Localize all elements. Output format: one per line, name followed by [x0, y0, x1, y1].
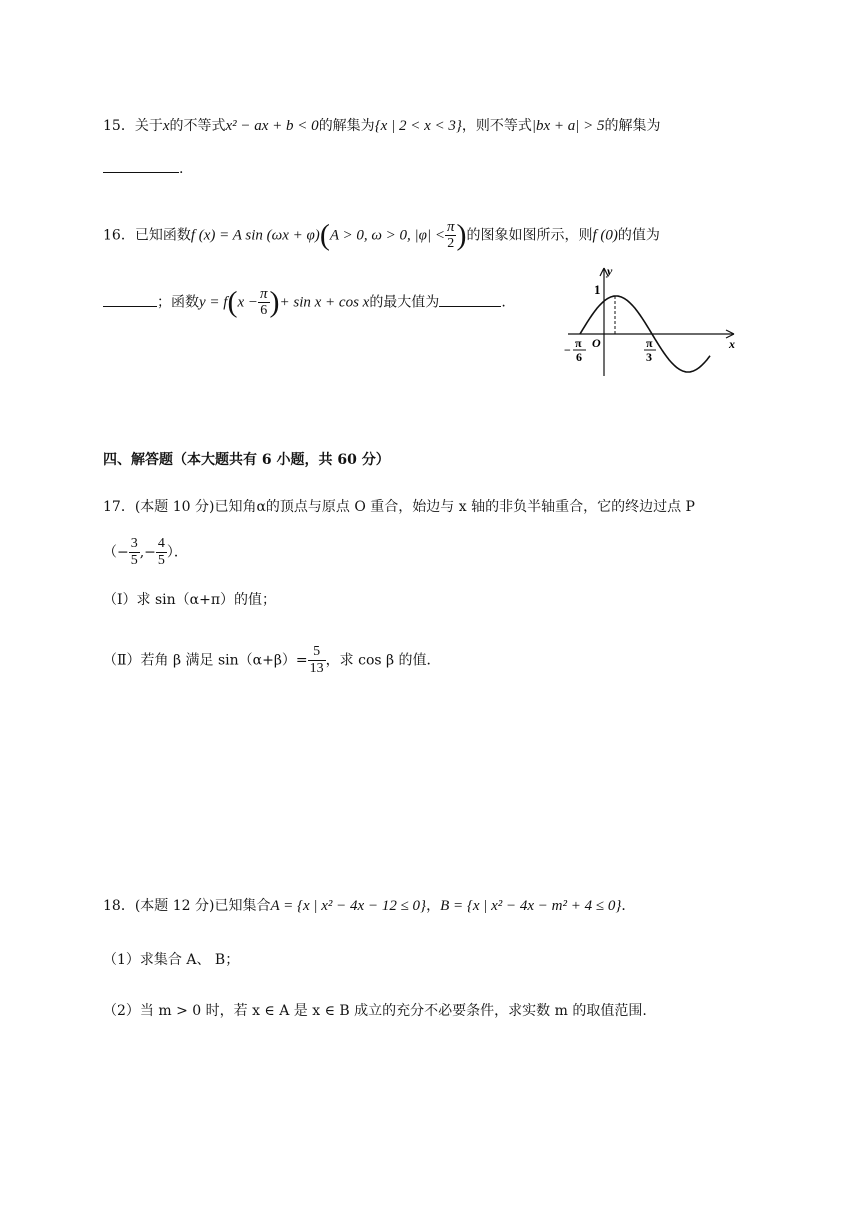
- q16-answer-blank-1[interactable]: [103, 292, 157, 307]
- neg-sign: −: [564, 343, 571, 357]
- y-axis-label: y: [607, 264, 613, 278]
- q15-answer-blank[interactable]: [103, 158, 179, 173]
- x-axis-label: x: [729, 337, 735, 351]
- sine-graph-figure: [560, 262, 750, 380]
- q17-part2: （Ⅱ）若角 β 满足 sin（α+β）= $\frac{5}{13}$ ，求 cos β 的值．: [103, 644, 441, 676]
- q18-part1: （1）求集合 A、 B；: [103, 952, 240, 968]
- q15-inequality: x² − ax + b < 0: [225, 118, 319, 134]
- q16-line2: ；函数y = f(x − $\frac{\pi}{6}$ )+ sin x + cos x的最大值为 .: [103, 286, 506, 319]
- q15-line2: .: [103, 158, 183, 179]
- q15-solution-set: {x | 2 < x < 3}: [374, 118, 462, 134]
- q16-line1: 16．已知函数f (x) = A sin (ωx + φ)(A > 0, ω > 0, |φ| < $\frac{\pi}{2}$ )的图象如图所示，则f (0)的值为: [103, 218, 660, 252]
- q16-number: 16．: [103, 227, 135, 244]
- neg-pi-denominator: 6: [576, 350, 582, 364]
- q17-line1: 17．(本题 10 分)已知角α的顶点与原点 O 重合，始边与 x 轴的非负半轴重合，它的终边过点 P: [103, 499, 695, 515]
- q16-function: f (x) = A sin (ωx + φ): [190, 227, 320, 244]
- q16-answer-blank-2[interactable]: [439, 292, 501, 307]
- q16-pi-over-2: $\frac{\pi}{2}$: [446, 219, 455, 251]
- q18-set-a: A = {x | x² − 4x − 12 ≤ 0}: [270, 898, 427, 914]
- q17-part1: （Ⅰ）求 sin（α+π）的值；: [103, 592, 277, 608]
- max-value-label: 1: [594, 282, 601, 297]
- q16-conditions: A > 0, ω > 0, |φ| <: [329, 227, 445, 244]
- q18-set-b: B = {x | x² − 4x − m² + 4 ≤ 0}: [440, 898, 622, 914]
- q15-line1: 15．关于x的不等式x² − ax + b < 0的解集为{x | 2 < x < 3}，则不等式|bx + a| > 5的解集为: [103, 118, 661, 134]
- section4-heading: 四、解答题（本大题共有 6 小题，共 60 分）: [103, 452, 390, 468]
- q16-pi-over-6: $\frac{\pi}{6}$: [259, 286, 268, 318]
- q17-x-fraction: $\frac{3}{5}$: [130, 536, 138, 568]
- q17-5-over-13: $\frac{5}{13}$: [309, 644, 324, 676]
- q17-point-p: （− $\frac{3}{5}$ ,− $\frac{4}{5}$ ）．: [103, 536, 188, 568]
- q15-number: 15．: [103, 118, 135, 134]
- origin-label: O: [592, 336, 601, 350]
- q15-abs-inequality: |bx + a| > 5: [531, 118, 605, 134]
- q18-part2: （2）当 m > 0 时，若 x ∈ A 是 x ∈ B 成立的充分不必要条件，求实数 m 的取值范围.: [103, 1003, 647, 1019]
- pi-third-label: π: [646, 336, 653, 350]
- q17-y-fraction: $\frac{4}{5}$: [157, 536, 165, 568]
- pi-third-denominator: 3: [646, 350, 652, 364]
- q17-number: 17．: [103, 499, 135, 515]
- neg-pi-label: π: [575, 336, 582, 350]
- q18-number: 18．: [103, 898, 135, 914]
- q18-line1: 18．(本题 12 分)已知集合A = {x | x² − 4x − 12 ≤ 0}，B = {x | x² − 4x − m² + 4 ≤ 0}．: [103, 898, 636, 914]
